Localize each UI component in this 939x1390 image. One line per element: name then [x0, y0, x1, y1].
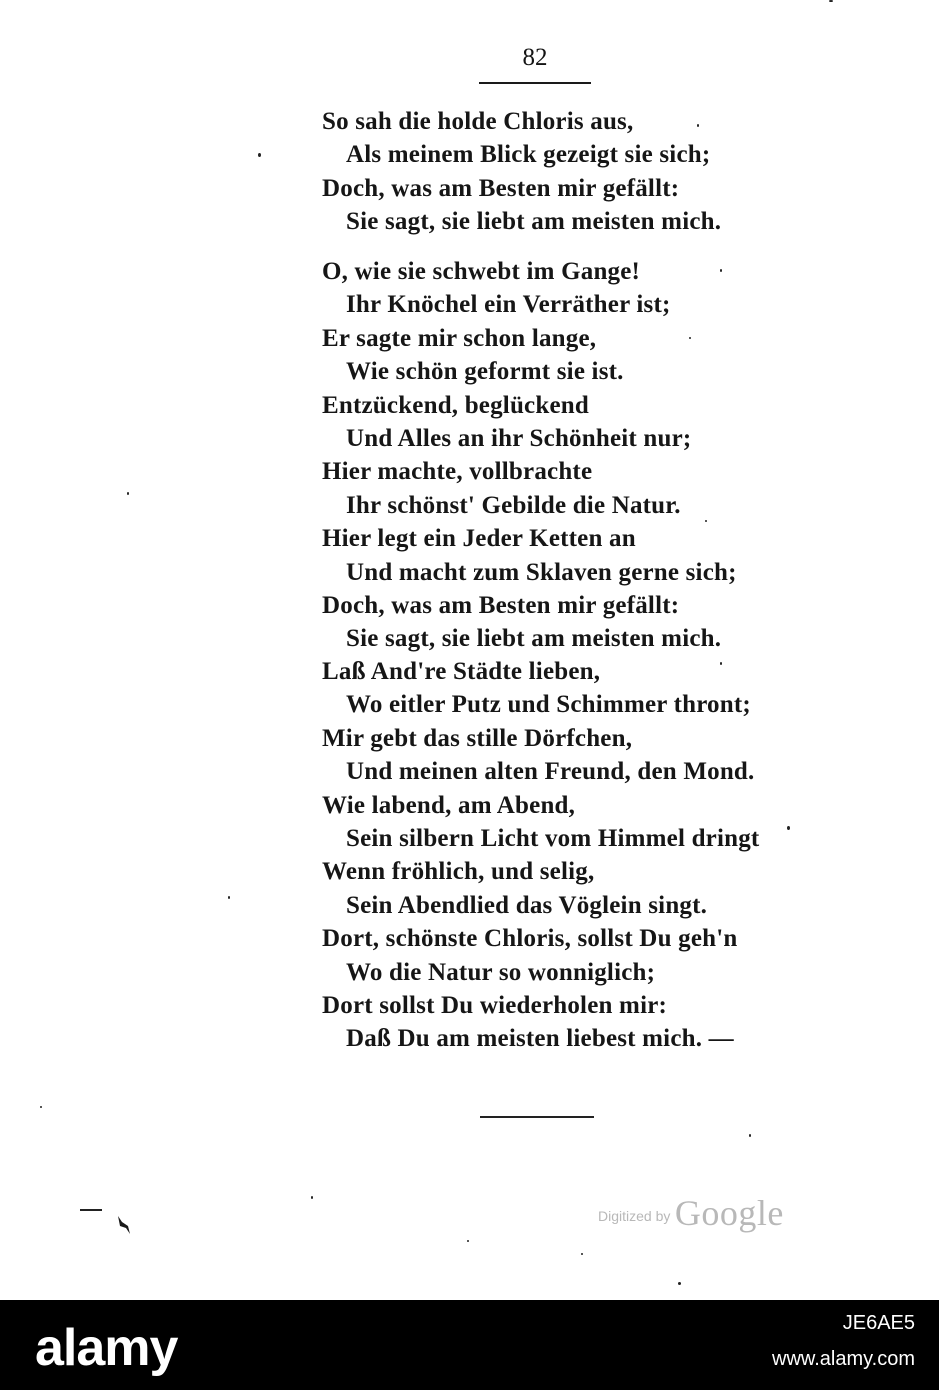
scan-speck [705, 520, 707, 522]
poem-line: Wie schön geformt sie ist. [346, 358, 624, 386]
digitized-watermark [598, 1192, 784, 1234]
scan-speck [581, 1253, 583, 1255]
poem-line: Doch, was am Besten mir gefällt: [322, 592, 680, 619]
google-logo: Google [674, 1193, 784, 1233]
page-number-rule [479, 82, 591, 84]
image-id: JE6AE5 [842, 1312, 915, 1334]
scan-speck [697, 124, 699, 127]
scan-speck [228, 896, 230, 899]
scan-speck [40, 1106, 42, 1108]
poem-line: So sah die holde Chloris aus, [322, 108, 634, 135]
poem-line: Mir gebt das stille Dörfchen, [322, 724, 633, 752]
scan-speck [689, 337, 691, 339]
end-rule [480, 1116, 594, 1118]
poem-line: Als meinem Blick gezeigt sie sich; [346, 141, 711, 169]
scan-speck [749, 1134, 751, 1137]
poem-line: Wenn fröhlich, und selig, [322, 858, 595, 886]
poem-line: Und Alles an ihr Schönheit nur; [346, 425, 692, 452]
poem-line: Sein silbern Licht vom Himmel dringt [346, 825, 760, 852]
poem-line: Sie sagt, sie liebt am meisten mich. [346, 625, 722, 653]
poem-line: Wie labend, am Abend, [322, 791, 576, 819]
alamy-logo: alamy [35, 1319, 178, 1377]
watermark-prefix: Digitized by [598, 1208, 671, 1224]
scan-speck [258, 153, 261, 157]
poem-line: O, wie sie schwebt im Gange! [322, 258, 641, 285]
poem-line: Ihr Knöchel ein Verräther ist; [346, 291, 671, 319]
poem-line: Entzückend, beglückend [322, 391, 589, 419]
scan-speck [678, 1282, 681, 1285]
poem-line: Und meinen alten Freund, den Mond. [346, 758, 755, 786]
scan-speck [720, 662, 722, 665]
scan-speck [311, 1196, 313, 1199]
poem-line: Wo die Natur so wonniglich; [346, 958, 656, 986]
scan-speck [127, 492, 129, 495]
poem-line: Doch, was am Besten mir gefällt: [322, 174, 680, 202]
poem-line: Sie sagt, sie liebt am meisten mich. [346, 208, 722, 236]
footer-url: www.alamy.com [772, 1348, 915, 1370]
poem-line: Wo eitler Putz und Schimmer thront; [346, 691, 751, 719]
poem-line: Laß And're Städte lieben, [322, 658, 601, 685]
stock-footer-banner [0, 1300, 939, 1390]
poem-line: Und macht zum Sklaven gerne sich; [346, 558, 737, 586]
scan-corner-mark [116, 1214, 134, 1236]
scan-speck [720, 269, 722, 272]
poem-line: Daß Du am meisten liebest mich. — [346, 1025, 734, 1053]
poem-line: Hier machte, vollbrachte [322, 458, 593, 486]
poem-line: Hier legt ein Jeder Ketten an [322, 525, 636, 553]
poem-line: Ihr schönst' Gebilde die Natur. [346, 491, 681, 519]
scan-speck [467, 1240, 469, 1242]
poem-line: Dort sollst Du wiederholen mir: [322, 992, 668, 1019]
page-number: 82 [522, 44, 548, 71]
poem-line: Sein Abendlied das Vöglein singt. [346, 891, 708, 919]
scan-dash [80, 1209, 102, 1211]
scan-speck [829, 0, 833, 2]
poem-line: Dort, schönste Chloris, sollst Du geh'n [322, 925, 738, 953]
poem-line: Er sagte mir schon lange, [322, 324, 597, 352]
scan-speck [787, 826, 790, 830]
